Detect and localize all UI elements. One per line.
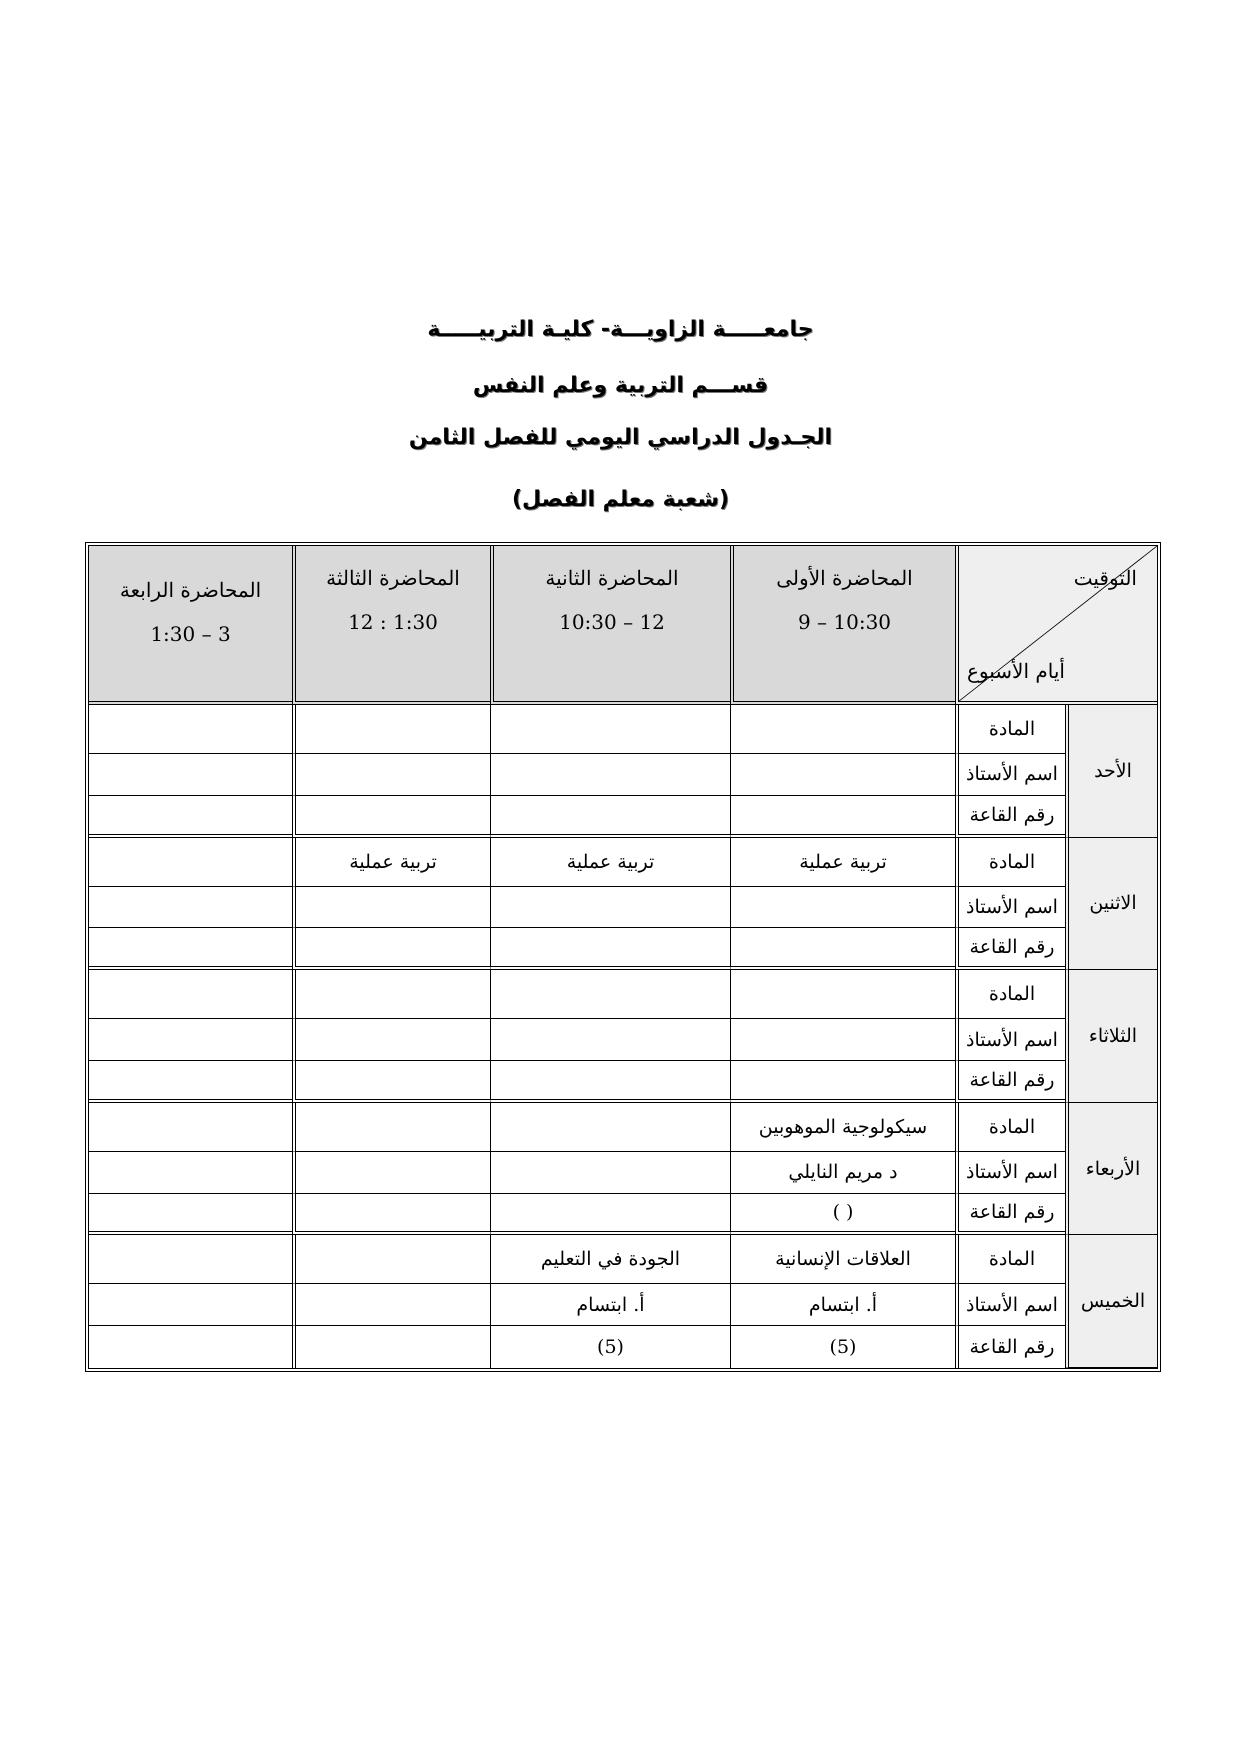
day-0-subject-row xyxy=(89,705,1157,754)
schedule-cell: (5) xyxy=(490,1326,730,1368)
day-1-teacher-row xyxy=(89,887,1157,929)
schedule-cell xyxy=(89,1326,292,1368)
day-name-cell: الأربعاء xyxy=(1065,1103,1157,1236)
row-label-teacher: اسم الأستاذ xyxy=(955,1019,1065,1061)
schedule-cell xyxy=(490,1103,730,1152)
schedule-cell xyxy=(730,705,955,754)
schedule-cell xyxy=(89,1284,292,1326)
schedule-cell xyxy=(292,1284,490,1326)
header-lecture-1 xyxy=(730,546,955,705)
schedule-cell xyxy=(292,1194,490,1236)
lecture-name: المحاضرة الثالثة xyxy=(326,566,460,590)
schedule-cell: أ. ابتسام xyxy=(490,1284,730,1326)
schedule-cell xyxy=(730,970,955,1019)
day-1-room-row xyxy=(89,928,1157,970)
day-4-room-row xyxy=(89,1326,1157,1368)
row-label-subject: المادة xyxy=(955,970,1065,1019)
schedule-cell xyxy=(89,796,292,838)
schedule-cell xyxy=(490,705,730,754)
schedule-cell xyxy=(730,1019,955,1061)
schedule-cell xyxy=(490,970,730,1019)
schedule-cell xyxy=(292,928,490,970)
lecture-time: 10:30 – 12 xyxy=(559,610,665,634)
header-lecture-2 xyxy=(490,546,730,705)
day-4-teacher-row xyxy=(89,1284,1157,1326)
days-label: أيام الأسبوع xyxy=(967,659,1065,684)
schedule-cell xyxy=(292,887,490,929)
schedule-cell xyxy=(89,1103,292,1152)
schedule-cell xyxy=(490,1019,730,1061)
row-label-teacher: اسم الأستاذ xyxy=(955,887,1065,929)
schedule-cell: د مريم النايلي xyxy=(730,1152,955,1194)
day-3-subject-row xyxy=(89,1103,1157,1152)
schedule-cell xyxy=(490,796,730,838)
schedule-cell xyxy=(89,838,292,887)
schedule-cell: ( ) xyxy=(730,1194,955,1236)
schedule-cell xyxy=(730,1061,955,1103)
row-label-teacher: اسم الأستاذ xyxy=(955,1284,1065,1326)
schedule-cell xyxy=(490,1061,730,1103)
schedule-cell xyxy=(730,928,955,970)
row-label-subject: المادة xyxy=(955,838,1065,887)
row-label-room: رقم القاعة xyxy=(955,796,1065,838)
lecture-time: 9 – 10:30 xyxy=(797,610,892,634)
schedule-cell xyxy=(89,1194,292,1236)
timing-label: التوقيت xyxy=(1073,566,1137,590)
schedule-cell xyxy=(292,1019,490,1061)
schedule-cell: سيكولوجية الموهوبين xyxy=(730,1103,955,1152)
schedule-cell xyxy=(292,1235,490,1284)
row-label-room: رقم القاعة xyxy=(955,1326,1065,1368)
header-corner-cell xyxy=(955,546,1157,705)
row-label-room: رقم القاعة xyxy=(955,1194,1065,1236)
schedule-cell: تربية عملية xyxy=(490,838,730,887)
row-label-teacher: اسم الأستاذ xyxy=(955,1152,1065,1194)
schedule-cell xyxy=(292,1326,490,1368)
lecture-time: 1:30 – 3 xyxy=(150,622,231,646)
schedule-cell xyxy=(730,887,955,929)
schedule-cell xyxy=(292,1152,490,1194)
header-row xyxy=(89,546,1157,705)
day-name-cell: الثلاثاء xyxy=(1065,970,1157,1103)
day-name-cell: الأحد xyxy=(1065,705,1157,838)
day-0-teacher-row xyxy=(89,754,1157,796)
lecture-time: 12 : 1:30 xyxy=(348,610,438,634)
schedule-cell xyxy=(89,928,292,970)
schedule-cell xyxy=(292,970,490,1019)
schedule-cell xyxy=(89,1061,292,1103)
day-3-room-row xyxy=(89,1194,1157,1236)
document-headings xyxy=(0,318,1241,518)
schedule-cell: أ. ابتسام xyxy=(730,1284,955,1326)
row-label-subject: المادة xyxy=(955,1103,1065,1152)
schedule-cell xyxy=(490,1152,730,1194)
schedule-cell xyxy=(89,1019,292,1061)
day-2-teacher-row xyxy=(89,1019,1157,1061)
lecture-name: المحاضرة الثانية xyxy=(545,566,679,590)
schedule-cell xyxy=(292,796,490,838)
schedule-cell: تربية عملية xyxy=(292,838,490,887)
schedule-cell xyxy=(292,754,490,796)
row-label-room: رقم القاعة xyxy=(955,928,1065,970)
schedule-cell: تربية عملية xyxy=(730,838,955,887)
schedule-cell xyxy=(490,887,730,929)
day-name-cell: الخميس xyxy=(1065,1235,1157,1368)
schedule-cell: الجودة في التعليم xyxy=(490,1235,730,1284)
day-1-subject-row xyxy=(89,838,1157,887)
row-label-teacher: اسم الأستاذ xyxy=(955,754,1065,796)
schedule-cell xyxy=(89,705,292,754)
row-label-subject: المادة xyxy=(955,1235,1065,1284)
schedule-cell xyxy=(89,970,292,1019)
day-name-cell: الاثنين xyxy=(1065,838,1157,971)
schedule-cell xyxy=(292,1061,490,1103)
schedule-cell xyxy=(490,928,730,970)
day-3-teacher-row xyxy=(89,1152,1157,1194)
schedule-cell: (5) xyxy=(730,1326,955,1368)
lecture-name: المحاضرة الأولى xyxy=(776,566,913,590)
schedule-cell xyxy=(490,754,730,796)
day-4-subject-row xyxy=(89,1235,1157,1284)
day-2-room-row xyxy=(89,1061,1157,1103)
schedule-cell xyxy=(89,887,292,929)
schedule-title: الجـدول الدراسي اليومي للفصل الثامن xyxy=(408,425,833,450)
schedule-cell xyxy=(490,1194,730,1236)
university-title: جامعـــــة الزاويـــة- كليـة التربيـــــة xyxy=(427,317,814,342)
day-0-room-row xyxy=(89,796,1157,838)
schedule-table-wrapper xyxy=(85,542,1153,1372)
schedule-cell xyxy=(730,796,955,838)
schedule-cell xyxy=(89,1152,292,1194)
header-lecture-4 xyxy=(89,546,292,705)
lecture-name: المحاضرة الرابعة xyxy=(119,578,262,602)
schedule-table xyxy=(85,542,1161,1372)
schedule-cell xyxy=(292,705,490,754)
schedule-cell xyxy=(89,754,292,796)
day-2-subject-row xyxy=(89,970,1157,1019)
schedule-cell xyxy=(730,754,955,796)
section-title: (شعبة معلم الفصل) xyxy=(511,487,730,512)
department-title: قســـم التربية وعلم النفس xyxy=(472,373,769,398)
schedule-cell: العلاقات الإنسانية xyxy=(730,1235,955,1284)
row-label-subject: المادة xyxy=(955,705,1065,754)
schedule-cell xyxy=(292,1103,490,1152)
row-label-room: رقم القاعة xyxy=(955,1061,1065,1103)
header-lecture-3 xyxy=(292,546,490,705)
schedule-cell xyxy=(89,1235,292,1284)
